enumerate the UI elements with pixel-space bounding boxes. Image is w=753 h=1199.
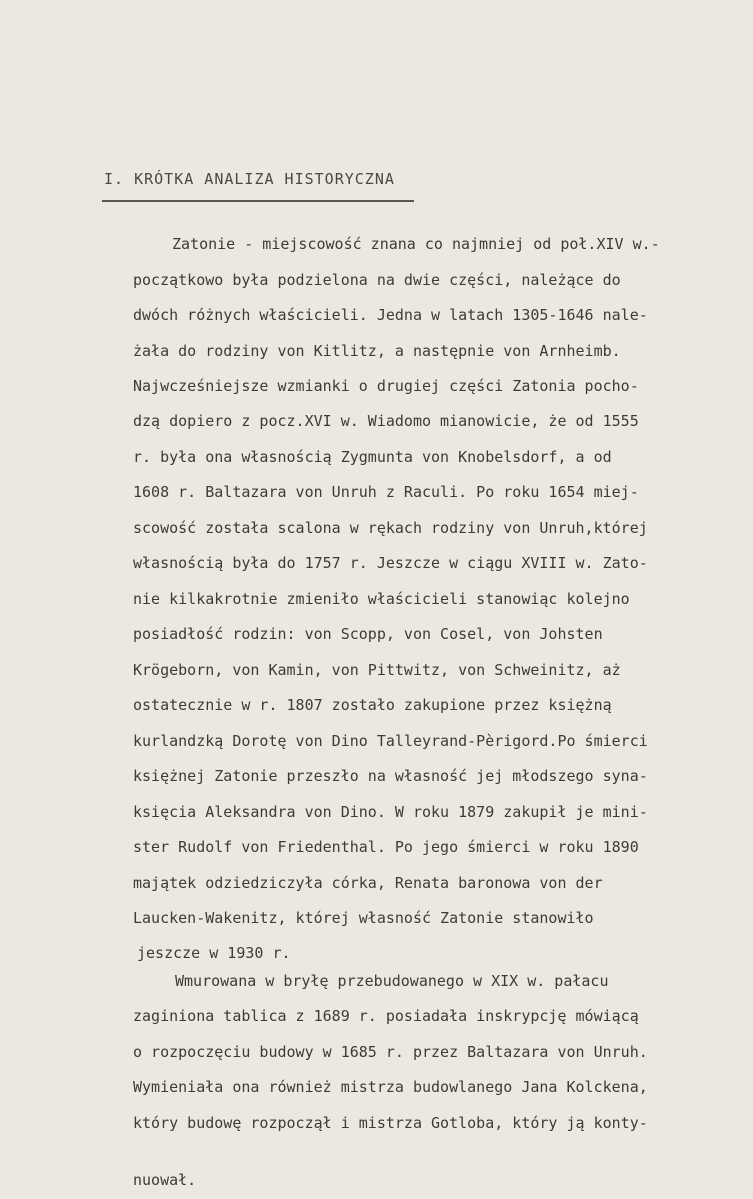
p2-line-5: który budowę rozpoczął i mistrza Gotloba, który ją konty- xyxy=(133,1114,648,1132)
p1-line-18: ster Rudolf von Friedenthal. Po jego śmierci w roku 1890 xyxy=(133,838,639,856)
p2-line-1: Wmurowana w bryłę przebudowanego w XIX w. pałacu xyxy=(175,972,609,990)
p1-line-2: początkowo była podzielona na dwie części, należące do xyxy=(133,271,621,289)
p1-line-19: majątek odziedziczyła córka, Renata baronowa von der xyxy=(133,874,603,892)
p1-line-13: Krögeborn, von Kamin, von Pittwitz, von Schweinitz, aż xyxy=(133,661,621,679)
heading-underline xyxy=(102,200,414,202)
p1-line-4: żała do rodziny von Kitlitz, a następnie von Arnheimb. xyxy=(133,342,621,360)
section-heading: I. KRÓTKA ANALIZA HISTORYCZNA xyxy=(104,170,395,188)
p2-line-6: nuował. xyxy=(133,1171,197,1189)
p1-line-6: dzą dopiero z pocz.XVI w. Wiadomo mianowicie, że od 1555 xyxy=(133,412,639,430)
p1-line-16: księżnej Zatonie przeszło na własność jej młodszego syna- xyxy=(133,767,648,785)
p1-line-7: r. była ona własnością Zygmunta von Knobelsdorf, a od xyxy=(133,448,612,466)
p1-line-15: kurlandzką Dorotę von Dino Talleyrand-Pèrigord.Po śmierci xyxy=(133,732,648,750)
p1-line-9: scowość została scalona w rękach rodziny von Unruh,której xyxy=(133,519,648,537)
p1-line-8: 1608 r. Baltazara von Unruh z Raculi. Po roku 1654 miej- xyxy=(133,483,639,501)
p1-line-20: Laucken-Wakenitz, której własność Zatonie stanowiło xyxy=(133,909,594,927)
p1-line-1: Zatonie - miejscowość znana co najmniej od poł.XIV w.- xyxy=(172,235,660,253)
p1-line-17: księcia Aleksandra von Dino. W roku 1879 zakupił je mini- xyxy=(133,803,648,821)
p2-line-2: zaginiona tablica z 1689 r. posiadała inskrypcję mówiącą xyxy=(133,1007,639,1025)
p2-line-3: o rozpoczęciu budowy w 1685 r. przez Baltazara von Unruh. xyxy=(133,1043,648,1061)
p1-line-11: nie kilkakrotnie zmieniło właścicieli stanowiąc kolejno xyxy=(133,590,630,608)
p1-line-14: ostatecznie w r. 1807 zostało zakupione przez księżną xyxy=(133,696,612,714)
p1-line-12: posiadłość rodzin: von Scopp, von Cosel, von Johsten xyxy=(133,625,603,643)
p1-line-10: własnością była do 1757 r. Jeszcze w ciągu XVIII w. Zato- xyxy=(133,554,648,572)
p2-line-4: Wymieniała ona również mistrza budowlanego Jana Kolckena, xyxy=(133,1078,648,1096)
p1-line-3: dwóch różnych właścicieli. Jedna w latach 1305-1646 nale- xyxy=(133,306,648,324)
p1-line-5: Najwcześniejsze wzmianki o drugiej części Zatonia pocho- xyxy=(133,377,639,395)
p1-line-21: jeszcze w 1930 r. xyxy=(137,944,291,962)
